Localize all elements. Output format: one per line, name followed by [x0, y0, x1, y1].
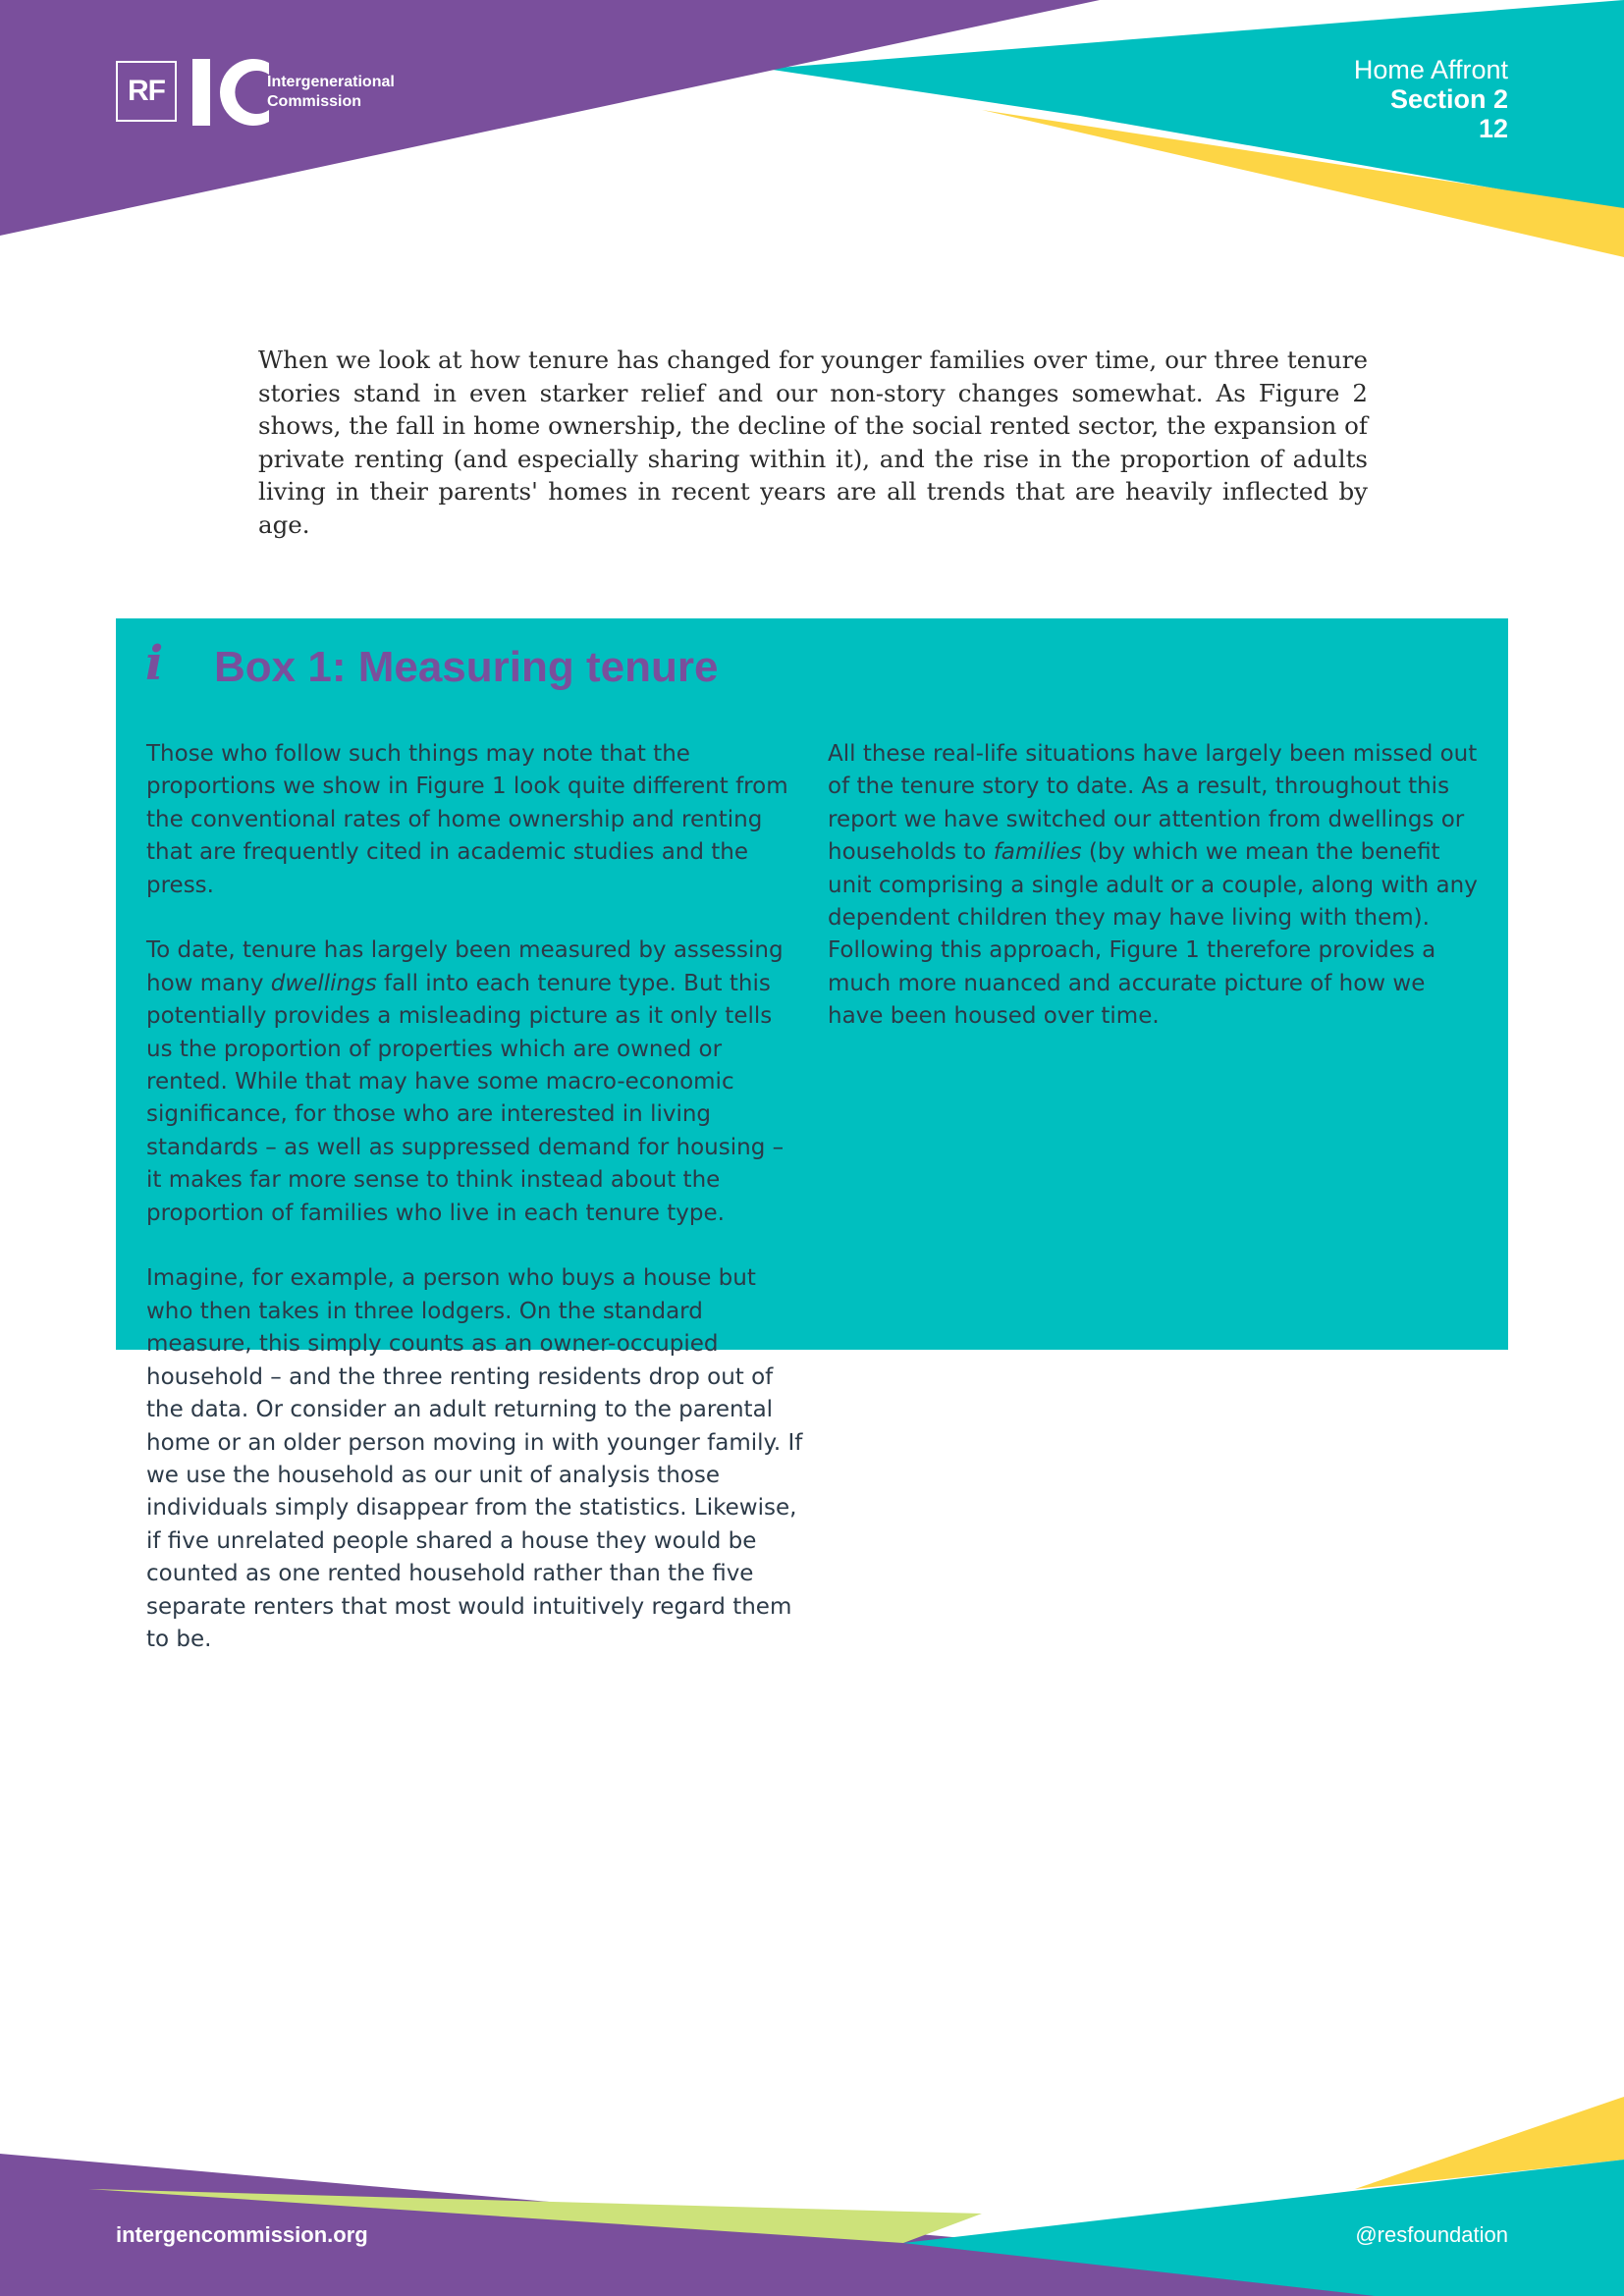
- box-column-left: [146, 738, 804, 1689]
- rf-logo: RF: [116, 61, 177, 122]
- commission-logo-text: [267, 73, 395, 112]
- commission-logo-line-1: Intergenerational: [267, 74, 395, 90]
- box-paragraph-2-text-a: To date, tenure has largely been measured by assessing how many: [146, 937, 784, 996]
- box-paragraph-3: Imagine, for example, a person who buys a house but who then takes in three lodgers. On the standard measure, this simply counts as an owner-occupied household – and the three renting residents drop out of the data. Or consider an adult returning to the parental home or an older person moving in with younger family. If we use the household as our unit of analysis those individuals simply disappear from the statistics. Likewise, if five unrelated people shared a house they would be counted as one rented household rather than the five separate renters that most would intuitively regard them to be.: [146, 1265, 803, 1652]
- intro-paragraph: When we look at how tenure has changed for younger families over time, our three tenure stories stand in even starker relief and our non-story changes somewhat. As Figure 2 shows, the fall in home ownership, the decline of the social rented sector, the expansion of private renting (and especially sharing within it), and the rise in the proportion of adults living in their parents' homes in recent years are all trends that are heavily inflected by age.: [258, 346, 1368, 539]
- report-title: Home Affront: [1353, 55, 1508, 84]
- footer-website[interactable]: intergencommission.org: [116, 2222, 368, 2247]
- box-title: Box 1: Measuring tenure: [214, 643, 719, 691]
- box-paragraph-1: Those who follow such things may note that the proportions we show in Figure 1 look quite different from the conventional rates of home ownership and renting that are frequently cited in academic studies and the press.: [146, 741, 788, 898]
- box-paragraph-4-text-a: All these real-life situations have largely been missed out of the tenure story to date. As a result, throughout this report we have switched our attention from dwellings or households to: [828, 741, 1478, 866]
- section-label: Section 2: [1389, 84, 1508, 114]
- box-paragraph-2-emphasis: dwellings: [270, 970, 377, 996]
- info-icon: i: [145, 636, 164, 691]
- footer-decoration: [0, 2081, 1624, 2296]
- box-paragraph-4-text-b: (by which we mean the benefit unit comprising a single adult or a couple, along with any dependent children they may have living with them). Following this approach, Figure 1 therefore provides a much more nuanced and accurate picture of how we have been housed over time.: [828, 839, 1478, 1030]
- box-paragraph-2: [146, 934, 804, 1230]
- box-paragraph-2-text-b: fall into each tenure type. But this potentially provides a misleading picture as it only tells us the proportion of properties which are owned or rented. While that may have some macro-economic significance, for those who are interested in living standards – as well as suppressed demand for housing – it makes far more sense to think instead about the proportion of families who live in each tenure type.: [146, 970, 785, 1226]
- box-paragraph-4-emphasis: families: [993, 839, 1082, 866]
- header-meta: [1354, 55, 1508, 143]
- info-box: [116, 618, 1508, 1652]
- box-paragraph-4: [828, 738, 1486, 1034]
- commission-logo-line-2: Commission: [267, 93, 362, 110]
- footer-social-handle[interactable]: @resfoundation: [1355, 2222, 1508, 2247]
- box-column-right: [828, 738, 1486, 1066]
- page-number: 12: [1478, 114, 1508, 143]
